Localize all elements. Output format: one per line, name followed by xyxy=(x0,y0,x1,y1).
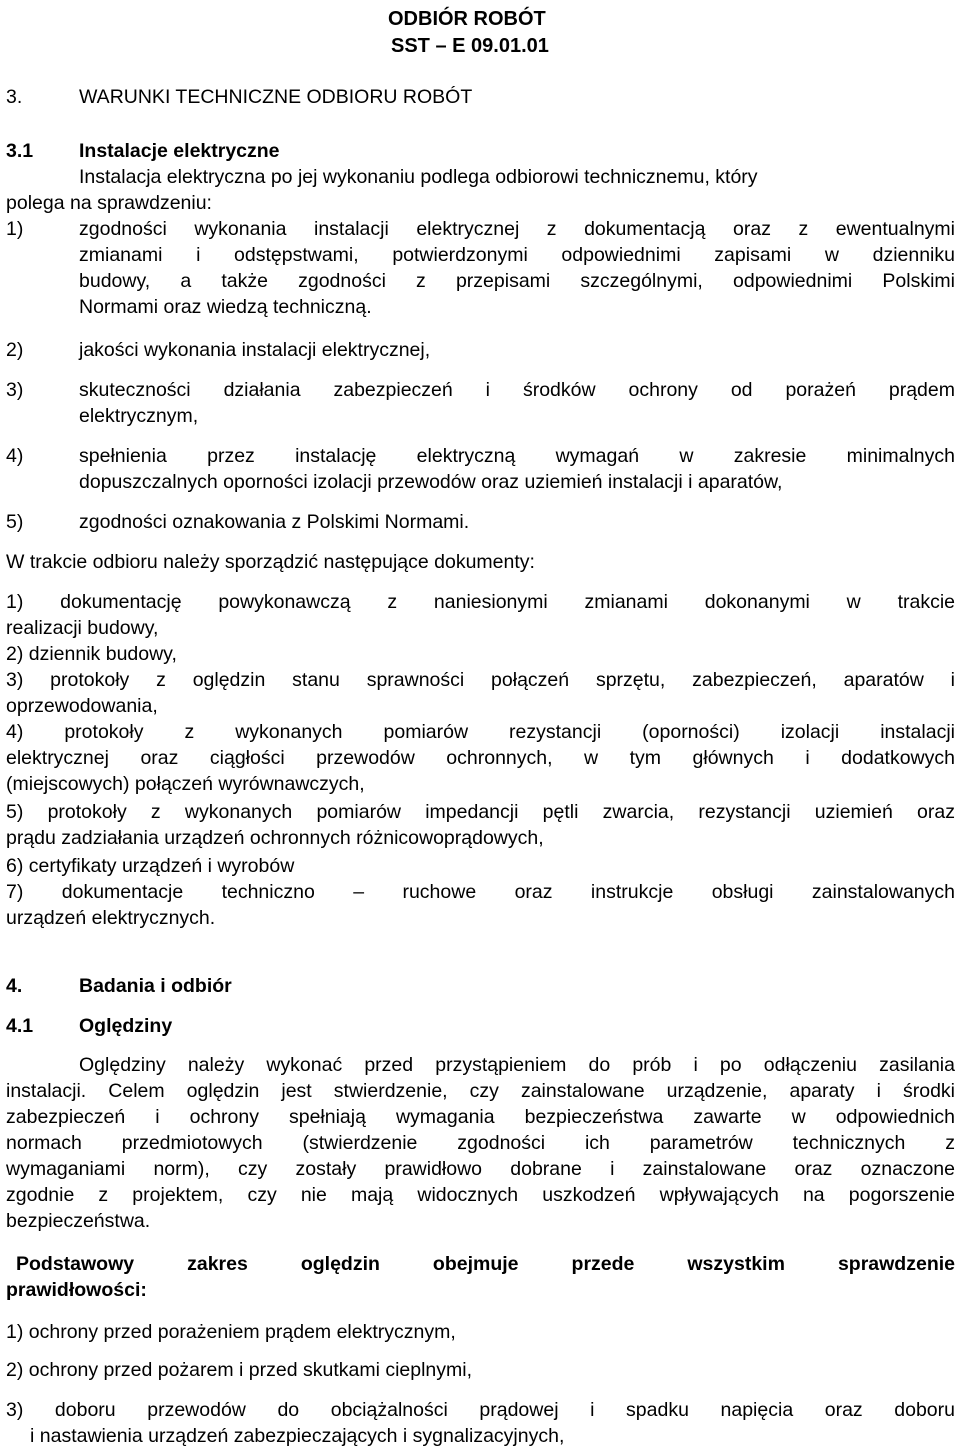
document-line: 5) protokoły z wykonanych pomiarów impedancji pętli zwarcia, rezystancji uziemień oraz xyxy=(6,801,955,823)
list-item-line: jakości wykonania instalacji elektrycznej, xyxy=(79,339,431,361)
scope-item: i nastawienia urządzeń zabezpieczających i sygnalizacyjnych, xyxy=(30,1425,565,1447)
paragraph-line: zabezpieczeń i ochrony spełniają wymagania bezpieczeństwa zawarte w odpowiednich xyxy=(6,1106,955,1128)
document-title: ODBIÓR ROBÓT xyxy=(388,8,546,30)
scope-item: 1) ochrony przed porażeniem prądem elektrycznym, xyxy=(6,1321,456,1343)
document-line: elektrycznej oraz ciągłości przewodów ochronnych, w tym głównych i dodatkowych xyxy=(6,747,955,769)
document-line: oprzewodowania, xyxy=(6,695,158,717)
paragraph-line: normach przedmiotowych (stwierdzenie zgodności ich parametrów technicznych z xyxy=(6,1132,955,1154)
section-4-title: Badania i odbiór xyxy=(79,975,232,997)
document-line: 1) dokumentację powykonawczą z naniesionymi zmianami dokonanymi w trakcie xyxy=(6,591,955,613)
list-item-line: zgodności oznakowania z Polskimi Normami. xyxy=(79,511,470,533)
document-line: realizacji budowy, xyxy=(6,617,159,639)
paragraph-line: wymaganiami norm), czy zostały prawidłowo dobrane i zainstalowane oraz oznaczone xyxy=(6,1158,955,1180)
list-item-number: 2) xyxy=(6,339,24,361)
document-line: (miejscowych) połączeń wyrównawczych, xyxy=(6,773,365,795)
list-item-number: 4) xyxy=(6,445,24,467)
documents-intro: W trakcie odbioru należy sporządzić następujące dokumenty: xyxy=(6,551,535,573)
document-line: prądu zadziałania urządzeń ochronnych różnicowoprądowych, xyxy=(6,827,544,849)
list-item-line: Normami oraz wiedzą techniczną. xyxy=(79,296,372,318)
paragraph-line: Oględziny należy wykonać przed przystąpieniem do prób i po odłączeniu zasilania xyxy=(79,1054,955,1076)
section-3-number: 3. xyxy=(6,86,23,108)
document-line: 4) protokoły z wykonanych pomiarów rezystancji (oporności) izolacji instalacji xyxy=(6,721,955,743)
list-item-line: spełnienia przez instalację elektryczną wymagań w zakresie minimalnych xyxy=(79,445,955,467)
list-item-number: 5) xyxy=(6,511,24,533)
scope-item: 3) doboru przewodów do obciążalności prądowej i spadku napięcia oraz doboru xyxy=(6,1399,955,1421)
document-code: SST – E 09.01.01 xyxy=(391,35,549,57)
section-3-title: WARUNKI TECHNICZNE ODBIORU ROBÓT xyxy=(79,86,473,108)
document-line: urządzeń elektrycznych. xyxy=(6,907,216,929)
list-item-line: elektrycznym, xyxy=(79,405,199,427)
paragraph-line: bezpieczeństwa. xyxy=(6,1210,151,1232)
scope-heading-line: Podstawowy zakres oględzin obejmuje przede wszystkim sprawdzenie xyxy=(16,1253,955,1275)
document-line: 6) certyfikaty urządzeń i wyrobów xyxy=(6,855,295,877)
section-4-number: 4. xyxy=(6,975,23,997)
section-3-1-title: Instalacje elektryczne xyxy=(79,140,280,162)
document-line: 3) protokoły z oględzin stanu sprawności połączeń sprzętu, zabezpieczeń, aparatów i xyxy=(6,669,955,691)
list-item-number: 1) xyxy=(6,218,24,240)
list-item-line: skuteczności działania zabezpieczeń i środków ochrony od porażeń prądem xyxy=(79,379,955,401)
scope-heading-line: prawidłowości: xyxy=(6,1279,147,1301)
section-4-1-title: Oględziny xyxy=(79,1015,173,1037)
paragraph-line: zgodnie z projektem, czy nie mają widocznych uszkodzeń wpływających na pogorszenie xyxy=(6,1184,955,1206)
list-item-line: zgodności wykonania instalacji elektrycznej z dokumentacją oraz z ewentualnymi xyxy=(79,218,955,240)
list-item-line: zmianami i odstępstwami, potwierdzonymi odpowiednimi zapisami w dzienniku xyxy=(79,244,955,266)
paragraph-line: instalacji. Celem oględzin jest stwierdzenie, czy zainstalowane urządzenie, aparaty i środki xyxy=(6,1080,955,1102)
list-item-number: 3) xyxy=(6,379,24,401)
intro-line-2: polega na sprawdzeniu: xyxy=(6,192,212,214)
section-3-1-number: 3.1 xyxy=(6,140,34,162)
scope-item: 2) ochrony przed pożarem i przed skutkami cieplnymi, xyxy=(6,1359,473,1381)
document-line: 7) dokumentacje techniczno – ruchowe oraz instrukcje obsługi zainstalowanych xyxy=(6,881,955,903)
intro-line-1: Instalacja elektryczna po jej wykonaniu podlega odbiorowi technicznemu, który xyxy=(79,166,758,188)
list-item-line: dopuszczalnych oporności izolacji przewodów oraz uziemień instalacji i aparatów, xyxy=(79,471,783,493)
document-line: 2) dziennik budowy, xyxy=(6,643,177,665)
section-4-1-number: 4.1 xyxy=(6,1015,34,1037)
list-item-line: budowy, a także zgodności z przepisami szczególnymi, odpowiednimi Polskimi xyxy=(79,270,955,292)
